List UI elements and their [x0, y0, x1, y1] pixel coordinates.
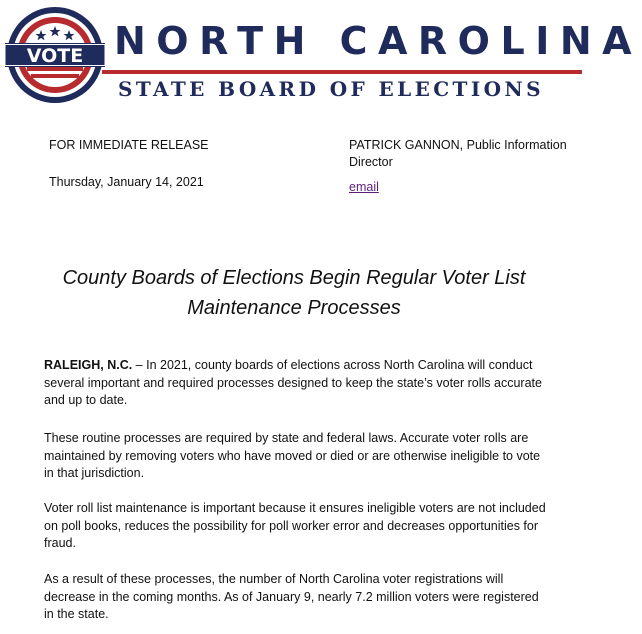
body-paragraph-2: These routine processes are required by state and federal laws. Accurate voter rolls are maintained by removing voters who have moved or died or are otherwise ineligible to vote in that jurisdiction. — [44, 431, 541, 480]
body-paragraph-4: As a result of these processes, the number of North Carolina voter registrations will decrease in the coming months. As of January 9, nearly 7.2 million voters were registered in the state. — [44, 572, 539, 621]
body-paragraph-1 — [44, 357, 550, 410]
email-link[interactable]: email — [349, 180, 379, 194]
dateline: RALEIGH, N.C. — [44, 358, 133, 372]
header-divider — [102, 70, 582, 74]
release-date: Thursday, January 14, 2021 — [49, 175, 204, 189]
body-paragraph-3: Voter roll list maintenance is important because it ensures ineligible voters are not included on poll books, reduces the possibility for poll worker error and decreases opportunities for fraud. — [44, 501, 546, 550]
seal-text: VOTE — [26, 45, 84, 67]
paragraph-1-text: – In 2021, county boards of elections across North Carolina will conduct several important and required processes designed to keep the state’s voter rolls accurate and up to date. — [44, 358, 542, 407]
org-subtitle: STATE BOARD OF ELECTIONS — [118, 77, 544, 101]
headline: County Boards of Elections Begin Regular Voter List Maintenance Processes — [62, 267, 526, 319]
vote-seal-logo — [5, 5, 105, 105]
contact-name: PATRICK GANNON, Public Information Director — [349, 138, 567, 169]
header-logo — [0, 0, 642, 112]
release-label: FOR IMMEDIATE RELEASE — [49, 138, 209, 152]
org-name: NORTH CAROLINA — [114, 19, 642, 63]
